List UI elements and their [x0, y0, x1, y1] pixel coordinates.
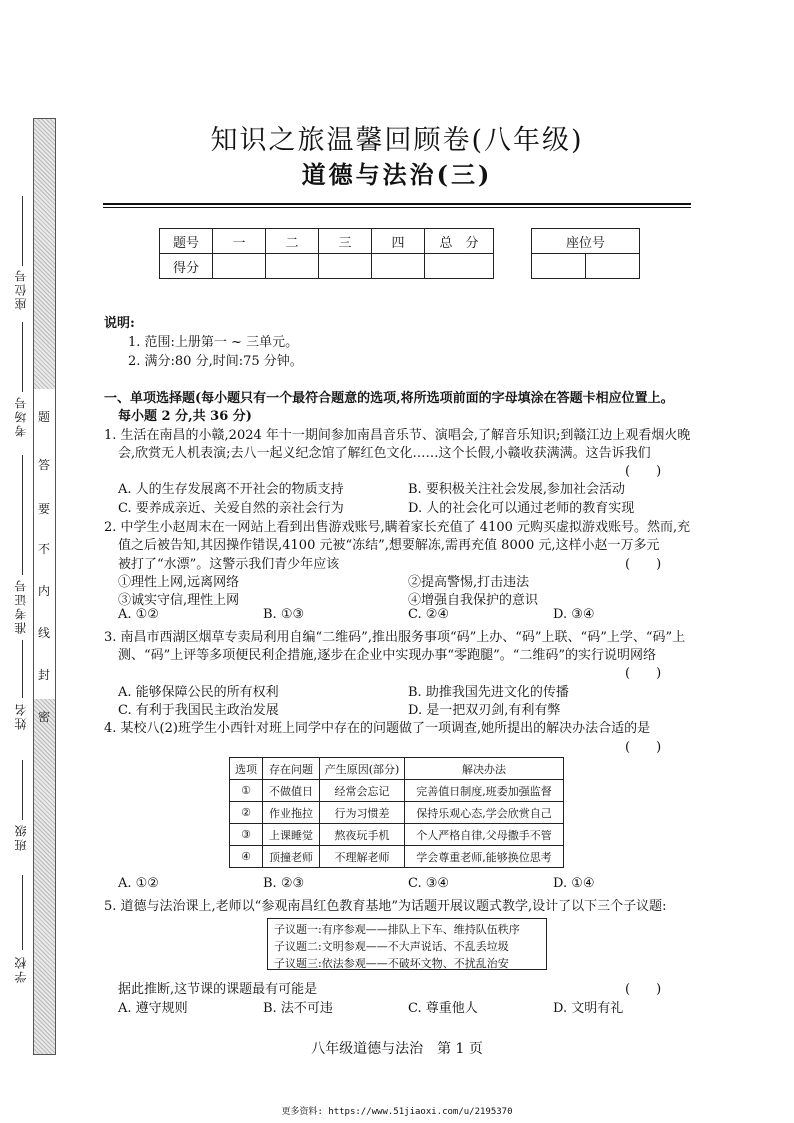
- q4-option: C. ③④: [408, 876, 450, 891]
- answer-paren: ( ): [625, 666, 662, 681]
- source-link[interactable]: 更多资料: https://www.51jiaoxi.com/u/2195370: [281, 1107, 513, 1117]
- page-subtitle: 道德与法治(三): [301, 160, 493, 189]
- score-cell[interactable]: [213, 254, 266, 279]
- q2-statement: ①理性上网,远离网络: [118, 575, 240, 590]
- score-header-cell: 三: [319, 229, 372, 254]
- section-heading-2: 每小题 2 分,共 36 分): [118, 409, 252, 424]
- survey-header: 解决办法: [405, 758, 564, 780]
- survey-cell: ②: [230, 802, 263, 824]
- survey-cell: ①: [230, 780, 263, 802]
- ticket-line: [22, 455, 23, 575]
- side-class-label: 班级: [14, 823, 28, 851]
- score-header-cell: 二: [266, 229, 319, 254]
- survey-cell: ④: [230, 846, 263, 868]
- q3-option: A. 能够保障公民的所有权利: [118, 685, 279, 700]
- q5-subtopic: 子议题一:有序参观——排队上下车、维持队伍秩序: [274, 923, 520, 936]
- q3-option: D. 是一把双刃剑,有利有弊: [408, 703, 561, 718]
- score-cell[interactable]: [372, 254, 425, 279]
- seat-cell[interactable]: [586, 254, 640, 279]
- q2-option: C. ②④: [408, 607, 450, 622]
- side-room-label: 考场号: [14, 395, 28, 437]
- seal-char: 题: [38, 410, 51, 424]
- q3-stem: 测、“码”上评等多项便民利企措施,逐步在企业中实现办事“零跑腿”。“二维码”的实行说明网络: [118, 648, 657, 663]
- seal-char: 封: [38, 668, 51, 682]
- survey-cell: 顶撞老师: [263, 846, 320, 868]
- q5-option: D. 文明有礼: [553, 1001, 624, 1016]
- survey-cell: 熬夜玩手机: [320, 824, 405, 846]
- score-header-cell: 题号: [160, 229, 213, 254]
- q1-option: B. 要积极关注社会发展,参加社会活动: [408, 482, 625, 497]
- survey-cell: 不理解老师: [320, 846, 405, 868]
- q5-subtopic-box: [267, 918, 547, 970]
- divider: [103, 203, 691, 205]
- q5-subtopic: 子议题二:文明参观——不大声说话、不乱丢垃圾: [274, 940, 509, 953]
- name-line: [22, 640, 23, 698]
- survey-cell: 学会尊重老师,能够换位思考: [405, 846, 564, 868]
- survey-header: 产生原因(部分): [320, 758, 405, 780]
- q1-option: C. 要养成亲近、关爱自然的亲社会行为: [118, 501, 344, 516]
- q3-option: B. 助推我国先进文化的传播: [408, 685, 569, 700]
- side-seat-label: 座位号: [14, 268, 28, 310]
- score-header-cell: 一: [213, 229, 266, 254]
- seal-char: 不: [38, 542, 51, 556]
- notes-heading: 说明:: [104, 316, 135, 331]
- q3-option: C. 有利于我国民主政治发展: [118, 703, 279, 718]
- seal-char: 线: [38, 626, 51, 640]
- q2-stem: 被打了“水漂”。这警示我们青少年应该: [118, 557, 340, 572]
- school-line: [22, 875, 23, 950]
- page-title: 知识之旅温馨回顾卷(八年级): [210, 125, 584, 156]
- q1-stem: 1. 生活在南昌的小赣,2024 年十一期间参加南昌音乐节、演唱会,了解音乐知识;到赣江边上观看烟火晚: [104, 428, 691, 443]
- q1-option: D. 人的社会化可以通过老师的教育实现: [408, 501, 635, 516]
- survey-cell: ③: [230, 824, 263, 846]
- score-header-cell: 四: [372, 229, 425, 254]
- q2-option: A. ①②: [118, 607, 159, 622]
- survey-cell: 行为习惯差: [320, 802, 405, 824]
- survey-table: [229, 757, 564, 868]
- seal-char: 答: [38, 458, 51, 472]
- q4-option: B. ②③: [263, 876, 305, 891]
- q2-option: B. ①③: [263, 607, 305, 622]
- survey-cell: 上课睡觉: [263, 824, 320, 846]
- seat-cell[interactable]: [532, 254, 586, 279]
- score-header-cell: 总 分: [425, 229, 494, 254]
- side-name-label: 姓名: [14, 702, 28, 730]
- q5-option: B. 法不可违: [263, 1001, 333, 1016]
- divider: [103, 207, 691, 208]
- q5-after: 据此推断,这节课的课题最有可能是: [118, 982, 318, 997]
- q1-stem: 会,欣赏无人机表演;去八一起义纪念馆了解红色文化……这个长假,小赣收获满满。这告诉我们: [118, 446, 651, 461]
- seal-char: 内: [38, 584, 51, 598]
- q4-option: A. ①②: [118, 876, 159, 891]
- notes-item: 2. 满分:80 分,时间:75 分钟。: [128, 354, 303, 369]
- page-footer: 八年级道德与法治 第 1 页: [311, 1041, 483, 1057]
- score-table: [159, 228, 494, 279]
- answer-paren: ( ): [625, 740, 662, 755]
- survey-cell: 个人严格自律,父母撒手不管: [405, 824, 564, 846]
- answer-paren: ( ): [625, 464, 662, 479]
- q4-option: D. ①④: [553, 876, 595, 891]
- seat-line: [22, 196, 23, 266]
- side-school-label: 学校: [14, 955, 28, 983]
- q5-option: A. 遵守规则: [118, 1001, 188, 1016]
- q2-stem: 2. 中学生小赵周末在一网站上看到出售游戏账号,瞒着家长充值了 4100 元购买虚拟游戏账号。然而,充: [104, 520, 691, 535]
- score-cell[interactable]: [266, 254, 319, 279]
- q2-statement: ②提高警惕,打击违法: [408, 575, 530, 590]
- survey-cell: 保持乐观心态,学会欣赏自己: [405, 802, 564, 824]
- class-line: [22, 760, 23, 820]
- score-cell[interactable]: [319, 254, 372, 279]
- survey-header: 存在问题: [263, 758, 320, 780]
- survey-cell: 作业拖拉: [263, 802, 320, 824]
- side-ticket-label: 准考证号: [14, 578, 28, 634]
- q2-stem: 值之后被告知,其因操作错误,4100 元被“冻结”,想要解冻,需再充值 8000 元,这样小赵一万多元: [118, 538, 660, 553]
- survey-cell: 完善值日制度,班委加强监督: [405, 780, 564, 802]
- q3-stem: 3. 南昌市西湖区烟草专卖局利用自编“二维码”,推出服务事项“码”上办、“码”上联、“码”上学、“码”上: [104, 630, 686, 645]
- q5-option: C. 尊重他人: [408, 1001, 478, 1016]
- q2-statement: ④增强自我保护的意识: [408, 593, 539, 608]
- answer-paren: ( ): [625, 982, 662, 997]
- survey-cell: 经常会忘记: [320, 780, 405, 802]
- room-line: [22, 322, 23, 392]
- q2-option: D. ③④: [553, 607, 595, 622]
- q2-statement: ③诚实守信,理性上网: [118, 593, 240, 608]
- seat-label: 座位号: [532, 229, 640, 254]
- section-heading: 一、单项选择题(每小题只有一个最符合题意的选项,将所选项前面的字母填涂在答题卡相应位置上。: [104, 391, 674, 406]
- notes-item: 1. 范围:上册第一 ~ 三单元。: [128, 335, 299, 350]
- score-row-label: 得分: [160, 254, 213, 279]
- survey-header: 选项: [230, 758, 263, 780]
- seal-char: 要: [38, 502, 51, 516]
- seal-char: 密: [38, 710, 51, 724]
- q5-stem: 5. 道德与法治课上,老师以“参观南昌红色教育基地”为话题开展议题式教学,设计了以下三个子议题:: [104, 899, 667, 914]
- seat-table: [531, 228, 640, 279]
- answer-paren: ( ): [625, 557, 662, 572]
- survey-cell: 不做值日: [263, 780, 320, 802]
- score-cell[interactable]: [425, 254, 494, 279]
- q5-subtopic: 子议题三:依法参观——不破坏文物、不扰乱治安: [274, 957, 509, 970]
- q1-option: A. 人的生存发展离不开社会的物质支持: [118, 482, 344, 497]
- q4-stem: 4. 某校八(2)班学生小西针对班上同学中存在的问题做了一项调查,她所提出的解决办法合适的是: [104, 721, 651, 736]
